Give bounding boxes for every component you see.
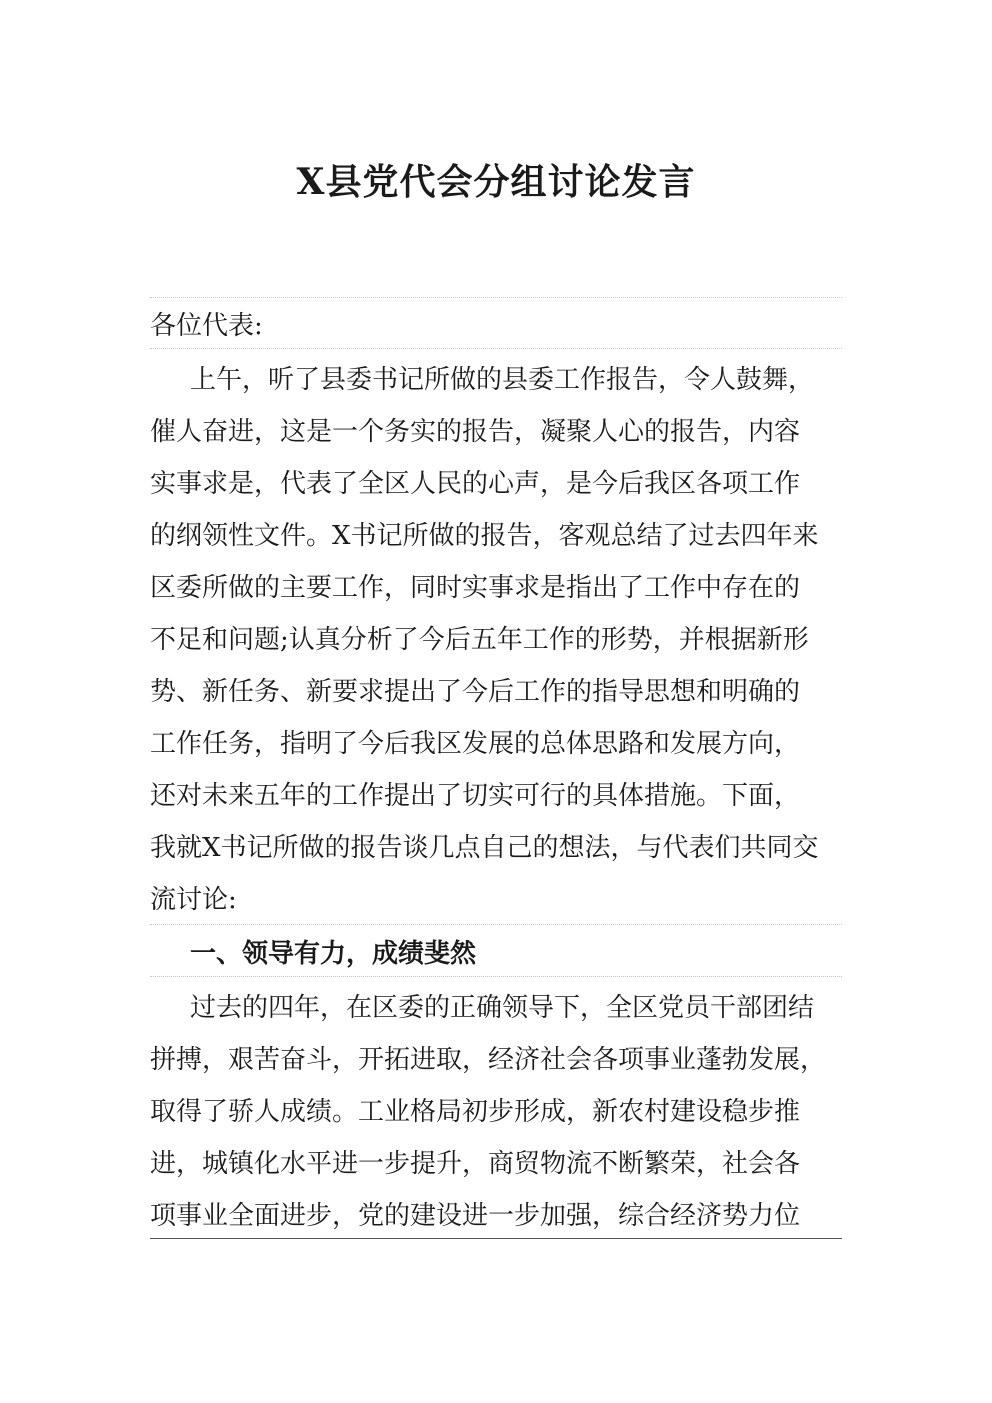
paragraph-line: 拼搏，艰苦奋斗，开拓进取，经济社会各项事业蓬勃发展， bbox=[150, 1045, 827, 1075]
paragraph-line: 工作任务，指明了今后我区发展的总体思路和发展方向， bbox=[150, 729, 801, 759]
divider bbox=[150, 976, 842, 977]
paragraph-line: 我就X书记所做的报告谈几点自己的想法，与代表们共同交 bbox=[150, 833, 819, 863]
paragraph-line: 催人奋进，这是一个务实的报告，凝聚人心的报告，内容 bbox=[150, 417, 801, 447]
paragraph-line: 不足和问题;认真分析了今后五年工作的形势，并根据新形 bbox=[150, 625, 809, 655]
paragraph-line: 还对未来五年的工作提出了切实可行的具体措施。下面， bbox=[150, 781, 801, 811]
salutation: 各位代表: bbox=[150, 311, 263, 341]
divider bbox=[150, 297, 842, 298]
paragraph-line: 势、新任务、新要求提出了今后工作的指导思想和明确的 bbox=[150, 677, 801, 707]
section-heading: 一、领导有力，成绩斐然 bbox=[190, 939, 477, 969]
page-bottom-rule bbox=[150, 1238, 842, 1239]
divider bbox=[150, 924, 842, 925]
paragraph-line: 过去的四年，在区委的正确领导下，全区党员干部团结 bbox=[190, 993, 815, 1023]
paragraph-line: 实事求是，代表了全区人民的心声，是今后我区各项工作 bbox=[150, 469, 801, 499]
paragraph-line: 流讨论: bbox=[150, 885, 237, 915]
paragraph-line: 的纲领性文件。X书记所做的报告，客观总结了过去四年来 bbox=[150, 521, 819, 551]
paragraph-line: 项事业全面进步，党的建设进一步加强，综合经济势力位 bbox=[150, 1201, 801, 1231]
document-title: X县党代会分组讨论发言 bbox=[296, 161, 696, 203]
paragraph-line: 进，城镇化水平进一步提升，商贸物流不断繁荣，社会各 bbox=[150, 1149, 801, 1179]
paragraph-line: 区委所做的主要工作，同时实事求是指出了工作中存在的 bbox=[150, 573, 801, 603]
divider bbox=[150, 348, 842, 349]
paragraph-line: 上午，听了县委书记所做的县委工作报告，令人鼓舞， bbox=[190, 365, 815, 395]
paragraph-line: 取得了骄人成绩。工业格局初步形成，新农村建设稳步推 bbox=[150, 1097, 801, 1127]
